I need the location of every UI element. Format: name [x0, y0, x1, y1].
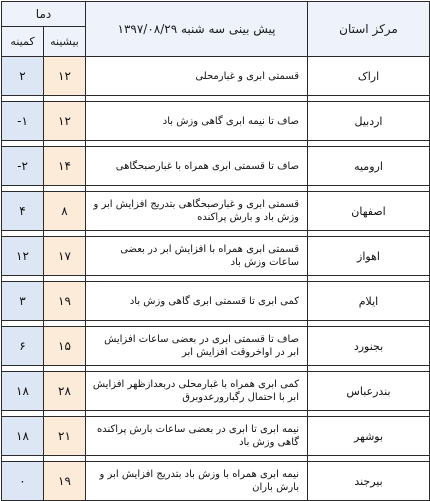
forecast-row — [2, 417, 430, 456]
forecast-title-header: پیش بینی سه شنبه ۱۳۹۷/۰۸/۲۹ — [86, 2, 308, 57]
city-cell: اصفهان — [308, 192, 430, 231]
min-temp-cell: ۰ — [2, 462, 44, 501]
condition-cell: کمی ابری تا قسمتی ابری گاهی وزش باد — [86, 282, 308, 321]
condition-cell: صاف تا قسمتی ابری در بعضی ساعات افزایش ابر در اواخروقت افزایش ابر — [86, 327, 308, 366]
city-cell: بیرجند — [308, 462, 430, 501]
max-temp-cell: ۸ — [44, 192, 86, 231]
max-temp-cell: ۱۹ — [44, 462, 86, 501]
min-temp-cell: ۶ — [2, 327, 44, 366]
min-temp-cell: ۱۸ — [2, 417, 44, 456]
forecast-row — [2, 282, 430, 321]
condition-cell: صاف تا قسمتی ابری همراه با غبارصبحگاهی — [86, 147, 308, 186]
condition-cell: قسمتی ابری و غبارمحلی — [86, 57, 308, 96]
forecast-row — [2, 147, 430, 186]
forecast-row — [2, 192, 430, 231]
min-temp-cell: ۴ — [2, 192, 44, 231]
weather-forecast-table — [1, 1, 430, 501]
forecast-row — [2, 372, 430, 411]
min-temp-cell: -۱ — [2, 102, 44, 141]
max-temp-cell: ۲۸ — [44, 372, 86, 411]
temperature-header: دما — [2, 2, 86, 27]
min-temp-header: کمینه — [2, 27, 44, 57]
max-temp-cell: ۱۷ — [44, 237, 86, 276]
max-temp-cell: ۱۹ — [44, 282, 86, 321]
forecast-row — [2, 237, 430, 276]
city-cell: بندرعباس — [308, 372, 430, 411]
city-cell: اراک — [308, 57, 430, 96]
city-cell: ایلام — [308, 282, 430, 321]
city-cell: بوشهر — [308, 417, 430, 456]
min-temp-cell: ۱۸ — [2, 372, 44, 411]
max-temp-header: بیشینه — [44, 27, 86, 57]
condition-cell: قسمتی ابری همراه با افزایش ابر در بعضی ساعات وزش باد — [86, 237, 308, 276]
condition-cell: نیمه ابری همراه با وزش باد بتدریج افزایش ابر و بارش باران — [86, 462, 308, 501]
city-cell: ارومیه — [308, 147, 430, 186]
condition-cell: نیمه ابری تا ابری در بعضی ساعات بارش پراکنده گاهی وزش باد — [86, 417, 308, 456]
condition-cell: کمی ابری همراه با غبارمحلی دربعدازظهر افزایش ابر با احتمال رگبارورعدوبرق — [86, 372, 308, 411]
min-temp-cell: -۲ — [2, 147, 44, 186]
city-cell: اردبیل — [308, 102, 430, 141]
city-cell: اهواز — [308, 237, 430, 276]
max-temp-cell: ۲۱ — [44, 417, 86, 456]
forecast-row — [2, 57, 430, 96]
forecast-row — [2, 327, 430, 366]
forecast-row — [2, 462, 430, 501]
province-center-header: مرکز استان — [308, 2, 430, 57]
max-temp-cell: ۱۴ — [44, 147, 86, 186]
min-temp-cell: ۲ — [2, 57, 44, 96]
max-temp-cell: ۱۲ — [44, 102, 86, 141]
condition-cell: صاف تا نیمه ابری گاهی وزش باد — [86, 102, 308, 141]
condition-cell: قسمتی ابری و غبارصبحگاهی بتدریج افزایش ابر و وزش باد و بارش پراکنده — [86, 192, 308, 231]
max-temp-cell: ۱۵ — [44, 327, 86, 366]
min-temp-cell: ۱۲ — [2, 237, 44, 276]
max-temp-cell: ۱۲ — [44, 57, 86, 96]
forecast-row — [2, 102, 430, 141]
city-cell: بجنورد — [308, 327, 430, 366]
min-temp-cell: ۳ — [2, 282, 44, 321]
